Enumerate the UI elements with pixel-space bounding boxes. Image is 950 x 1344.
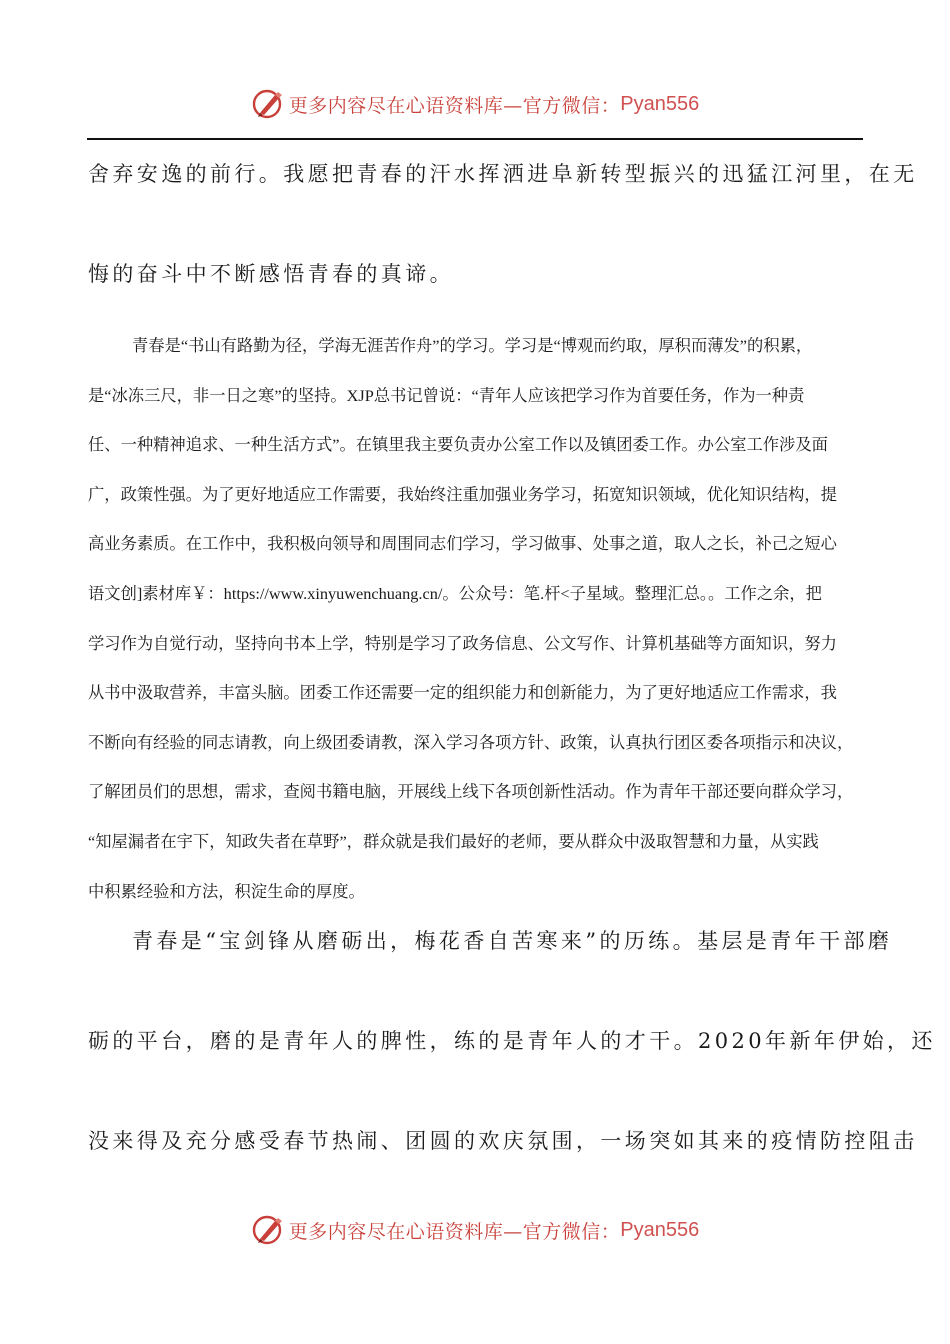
paragraph3-line-1: 青春是“宝剑锋从磨砺出，梅花香自苦寒来”的历练。基层是青年干部磨: [132, 929, 893, 953]
paragraph2-line: 学习作为自觉行动，坚持向书本上学，特别是学习了政务信息、公文写作、计算机基础等方面知识，努力: [88, 633, 837, 653]
footer-brand-id: Pyan556: [620, 1218, 700, 1241]
paragraph2-line: 不断向有经验的同志请教，向上级团委请教，深入学习各项方针、政策，认真执行团区委各项指示和决议，: [88, 732, 854, 752]
paragraph2-line: 中积累经验和方法，积淀生命的厚度。: [88, 881, 365, 901]
pen-logo-icon: [251, 1213, 285, 1247]
pen-logo-icon: [251, 87, 285, 121]
paragraph1-line-2: 悔的奋斗中不断感悟青春的真谛。: [88, 262, 454, 286]
paragraph1-line-1: 舍弃安逸的前行。我愿把青春的汗水挥洒进阜新转型振兴的迅猛江河里，在无: [88, 162, 918, 186]
header-brand-text: 更多内容尽在心语资料库—官方微信：: [288, 94, 621, 117]
footer-watermark: [0, 1210, 950, 1250]
paragraph2-line: 高业务素质。在工作中，我积极向领导和周围同志们学习，学习做事、处事之道，取人之长，补己之短心: [88, 534, 837, 554]
paragraph2-line: 是“冰冻三尺，非一日之寒”的坚持。XJP总书记曾说：“青年人应该把学习作为首要任务，作为一种责: [88, 385, 805, 405]
paragraph2-line: 广，政策性强。为了更好地适应工作需要，我始终注重加强业务学习，拓宽知识领域，优化知识结构，提: [88, 484, 837, 504]
paragraph2-line: 青春是“书山有路勤为径，学海无涯苦作舟”的学习。学习是“博观而约取，厚积而薄发”的积累，: [132, 336, 813, 355]
paragraph2-line: 从书中汲取营养，丰富头脑。团委工作还需要一定的组织能力和创新能力，为了更好地适应工作需求，我: [88, 683, 837, 703]
paragraph2: [88, 321, 863, 916]
paragraph3-line-2: 砺的平台，磨的是青年人的脾性，练的是青年人的才干。2020年新年伊始，还: [88, 1029, 936, 1053]
footer-brand-text: 更多内容尽在心语资料库—官方微信：: [288, 1220, 621, 1243]
paragraph2-line: 语文创]素材库￥：https://www.xinyuwenchuang.cn/。公众号：笔.杆<子星域。整理汇总。。工作之余，把: [88, 583, 822, 603]
header-rule: [87, 138, 863, 140]
header-watermark: [0, 84, 950, 124]
header-brand-id: Pyan556: [620, 92, 700, 115]
paragraph3-line-3: 没来得及充分感受春节热闹、团圆的欢庆氛围，一场突如其来的疫情防控阻击: [88, 1129, 918, 1153]
paragraph2-line: “知屋漏者在宇下，知政失者在草野”，群众就是我们最好的老师，要从群众中汲取智慧和力量，从实践: [88, 831, 819, 851]
paragraph2-line: 任、一种精神追求、一种生活方式”。在镇里我主要负责办公室工作以及镇团委工作。办公室工作涉及面: [88, 435, 828, 455]
paragraph2-line: 了解团员们的思想，需求，查阅书籍电脑，开展线上线下各项创新性活动。作为青年干部还要向群众学习，: [88, 782, 854, 802]
